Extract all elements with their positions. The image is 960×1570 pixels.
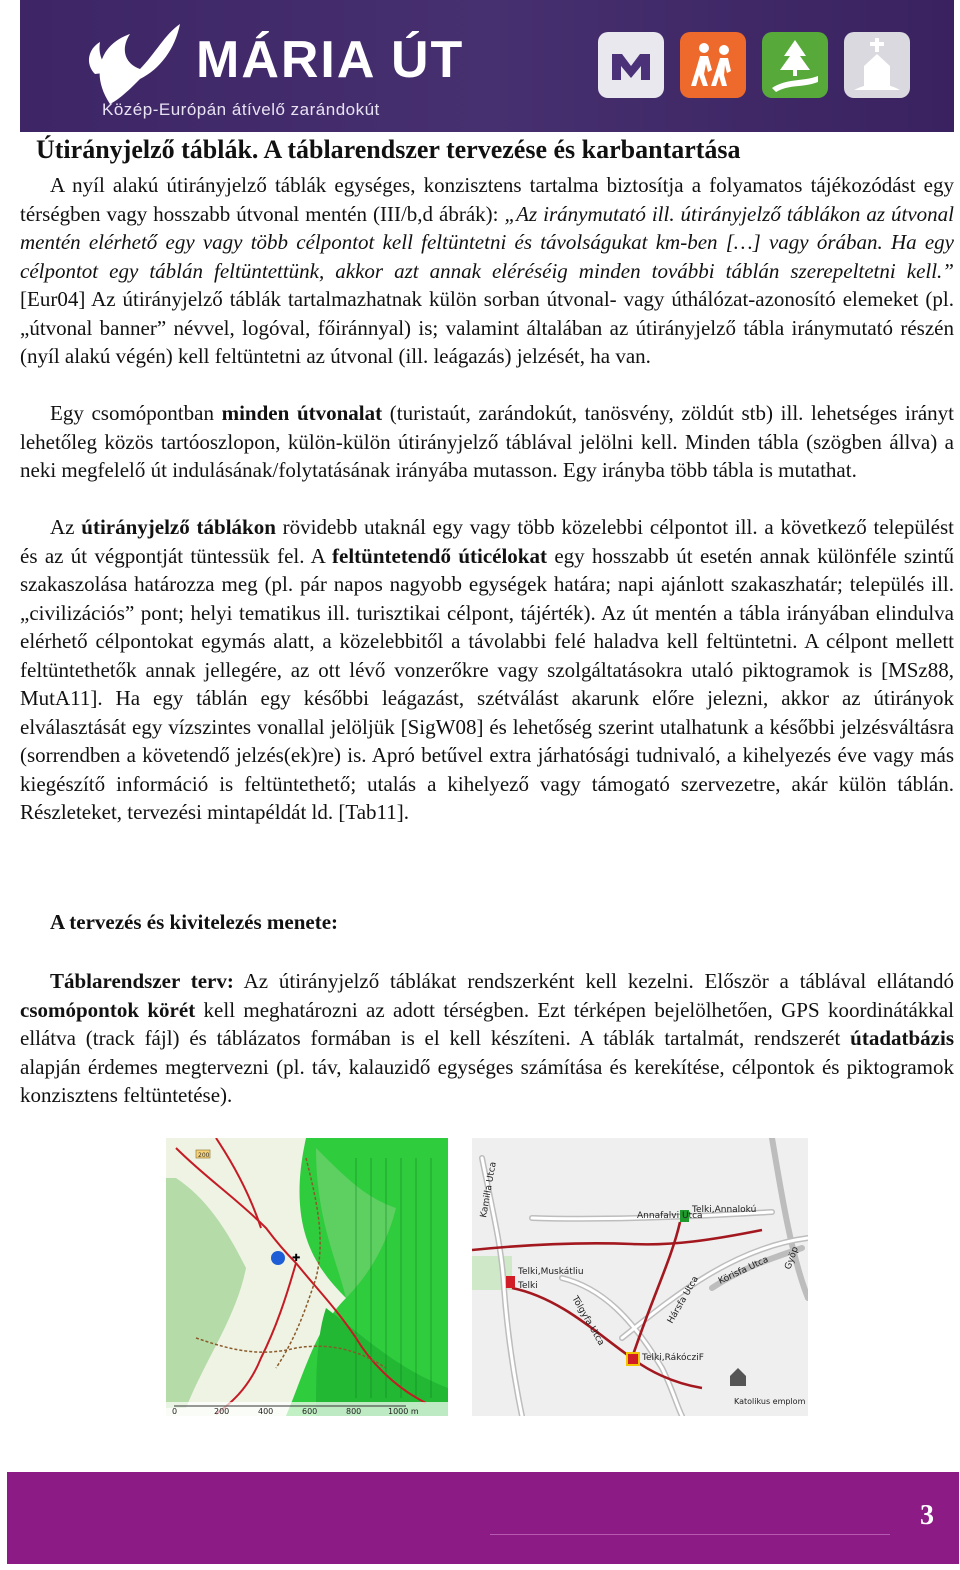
paragraph-plan xyxy=(20,967,954,1110)
page-title: Útirányjelző táblák. A táblarendszer tervezése és karbantartása xyxy=(36,135,741,164)
stop-label: Telki,Annalokú xyxy=(692,1205,757,1215)
street-label: Hársfa Utca xyxy=(665,1274,701,1326)
brand-wordmark: MÁRIA ÚT xyxy=(196,31,465,89)
brand-tagline: Közép-Európán átívelő zarándokút xyxy=(102,100,380,119)
scale-label: 200 xyxy=(214,1407,230,1416)
quote-text: „Az iránymutató ill. útirányjelző táblákon az útvonal mentén elérhető egy vagy több célpontot kell feltüntetni és távolságukat km-ben […] vagy órában. Ha egy célpontot egy táblán feltüntettünk, akkor azt annak eléréséig minden további táblán szerepeltetni kell.” xyxy=(20,201,954,283)
bold-text: minden útvonalat xyxy=(221,401,383,425)
paragraph-text: (turistaút, zarándokút, tanösvény, zöldút stb) ill. lehetséges irányt lehetőleg közös tartóoszlopon, külön-külön útirányjelző táblával jelölni kell. Minden tábla (szögben állva) a neki megfelelő út indulásának/folytatásának irányába mutasson. Egy irányba több tábla is mutathat. xyxy=(20,401,954,482)
page-number: 3 xyxy=(920,1500,934,1531)
paragraph-text: [Eur04] Az útirányjelző táblák tartalmazhatnak külön sorban útvonal- vagy úthálózat-azonosító elemeket (pl. „útvonal banner” névvel, logóval, főiránnyal) is; valamint általában az útirányjelző tábla iránymutató részén (nyíl alakú végén) kell feltüntetni az útvonal (ill. leágazás) jelzését, ha van. xyxy=(20,287,954,368)
scale-label: 600 xyxy=(302,1407,318,1416)
paragraph-text: egy hosszabb út esetén annak különféle szintű szakaszolása határozza meg (pl. pár napos nagyobb egységek határa; napi ajánlott szakaszhatár; település ill. „civilizációs” pont; helyi tematikus ill. turisztikai célpont, tájérték). Az út mentén a tábla irányában elindulva elérhető célpontokat egymás alatt, a közelebbitől a távolabbi felé haladva kell feltüntetni. A célpont mellett feltüntethetők annak jellegére, az ott lévő vonzerőkre vagy szolgáltatásokra utaló piktogramok is [MSz88, MutA11]. Ha egy táblán egy későbbi leágazást, szétválást akarunk előre jelezni, akkor az útirányok elválasztását egy vízszintes vonallal jelöljük [SigW08] és lehetőség szerint utalhatunk a későbbi jelzésváltásra (sorrendben a követendő jelzés(ek)re) is. Apró betűvel extra járhatósági tudnivaló, a kihelyezés éve vagy más kiegészítő információ is feltüntethető; utalás a kihelyező vagy támogató szervezetre, akár külön táblán. Részleteket, tervezési mintapéldát ld. [Tab11]. xyxy=(20,543,954,824)
paragraph-text: alapján érdemes megtervezni (pl. táv, kalauzidő egységes számítása és kerekítése, célpontok és piktogramok konzisztens feltüntetése). xyxy=(20,1054,954,1107)
street-label: Annafalvi Utca xyxy=(637,1211,703,1221)
svg-text:✚: ✚ xyxy=(292,1253,301,1264)
place-label: Katolikus emplom xyxy=(734,1397,806,1406)
scale-label: 400 xyxy=(258,1407,274,1416)
street-label: Körisfa Utca xyxy=(717,1254,771,1287)
paragraph-destinations xyxy=(20,513,954,827)
street-map xyxy=(472,1138,808,1416)
scale-label: 800 xyxy=(346,1407,362,1416)
paragraph-text: Az xyxy=(50,515,82,539)
paragraph-intro xyxy=(20,171,954,371)
stop-label: Telki,RákócziF xyxy=(642,1353,704,1363)
bold-text: Táblarendszer terv: xyxy=(50,969,234,993)
street-label: Tölgyfa Utca xyxy=(569,1294,606,1348)
paragraph-text: A nyíl alakú útirányjelző táblák egységes, konzisztens tartalma biztosítja a folyamatos tájékozódást egy térségben vagy hosszabb útvonal mentén (III/b,d ábrák): xyxy=(20,173,954,226)
bold-text: útadatbázis xyxy=(850,1026,954,1050)
church-icon xyxy=(844,32,910,98)
map-marker-label: 200 xyxy=(198,1152,210,1159)
bold-text: útirányjelző táblákon xyxy=(81,515,276,539)
header-banner xyxy=(20,0,954,132)
paragraph-text: Az útirányjelző táblákat rendszerként kell kezelni. Először a táblával ellátandó xyxy=(233,969,954,993)
footer-band xyxy=(7,1472,959,1564)
footer-divider xyxy=(490,1534,890,1535)
street-label: Kamilla Utca xyxy=(479,1161,499,1219)
hikers-icon xyxy=(680,32,746,98)
paragraph-text: rövidebb utaknál egy vagy több közelebbi célpontot ill. a következő települést és az út végpontját tüntessük fel. A xyxy=(20,515,954,568)
stop-label: Telki,Muskátliu xyxy=(518,1267,584,1277)
place-label: Telki xyxy=(518,1281,538,1291)
section-heading: A tervezés és kivitelezés menete: xyxy=(50,910,339,934)
paragraph-junction xyxy=(20,399,954,485)
dove-logo-icon xyxy=(80,14,190,110)
scale-label: 1000 m xyxy=(388,1407,419,1416)
bold-text: csomópontok körét xyxy=(20,997,196,1022)
location-marker-icon xyxy=(271,1251,285,1265)
topographic-map xyxy=(166,1138,448,1416)
scale-label: 0 xyxy=(172,1407,178,1416)
tree-path-icon xyxy=(762,32,828,98)
mu-logo-icon xyxy=(598,32,664,98)
street-label: Gyöp xyxy=(783,1245,801,1272)
bold-text: feltüntetendő úticélokat xyxy=(332,543,547,568)
paragraph-text: Egy csomópontban xyxy=(50,401,222,425)
paragraph-text: kell meghatározni az adott térségben. Ezt térképen bejelölhetően, GPS koordinátákkal ellátva (track fájl) és táblázatos formában is el kell készíteni. A táblák tartalmát, rendszerét xyxy=(20,997,954,1050)
